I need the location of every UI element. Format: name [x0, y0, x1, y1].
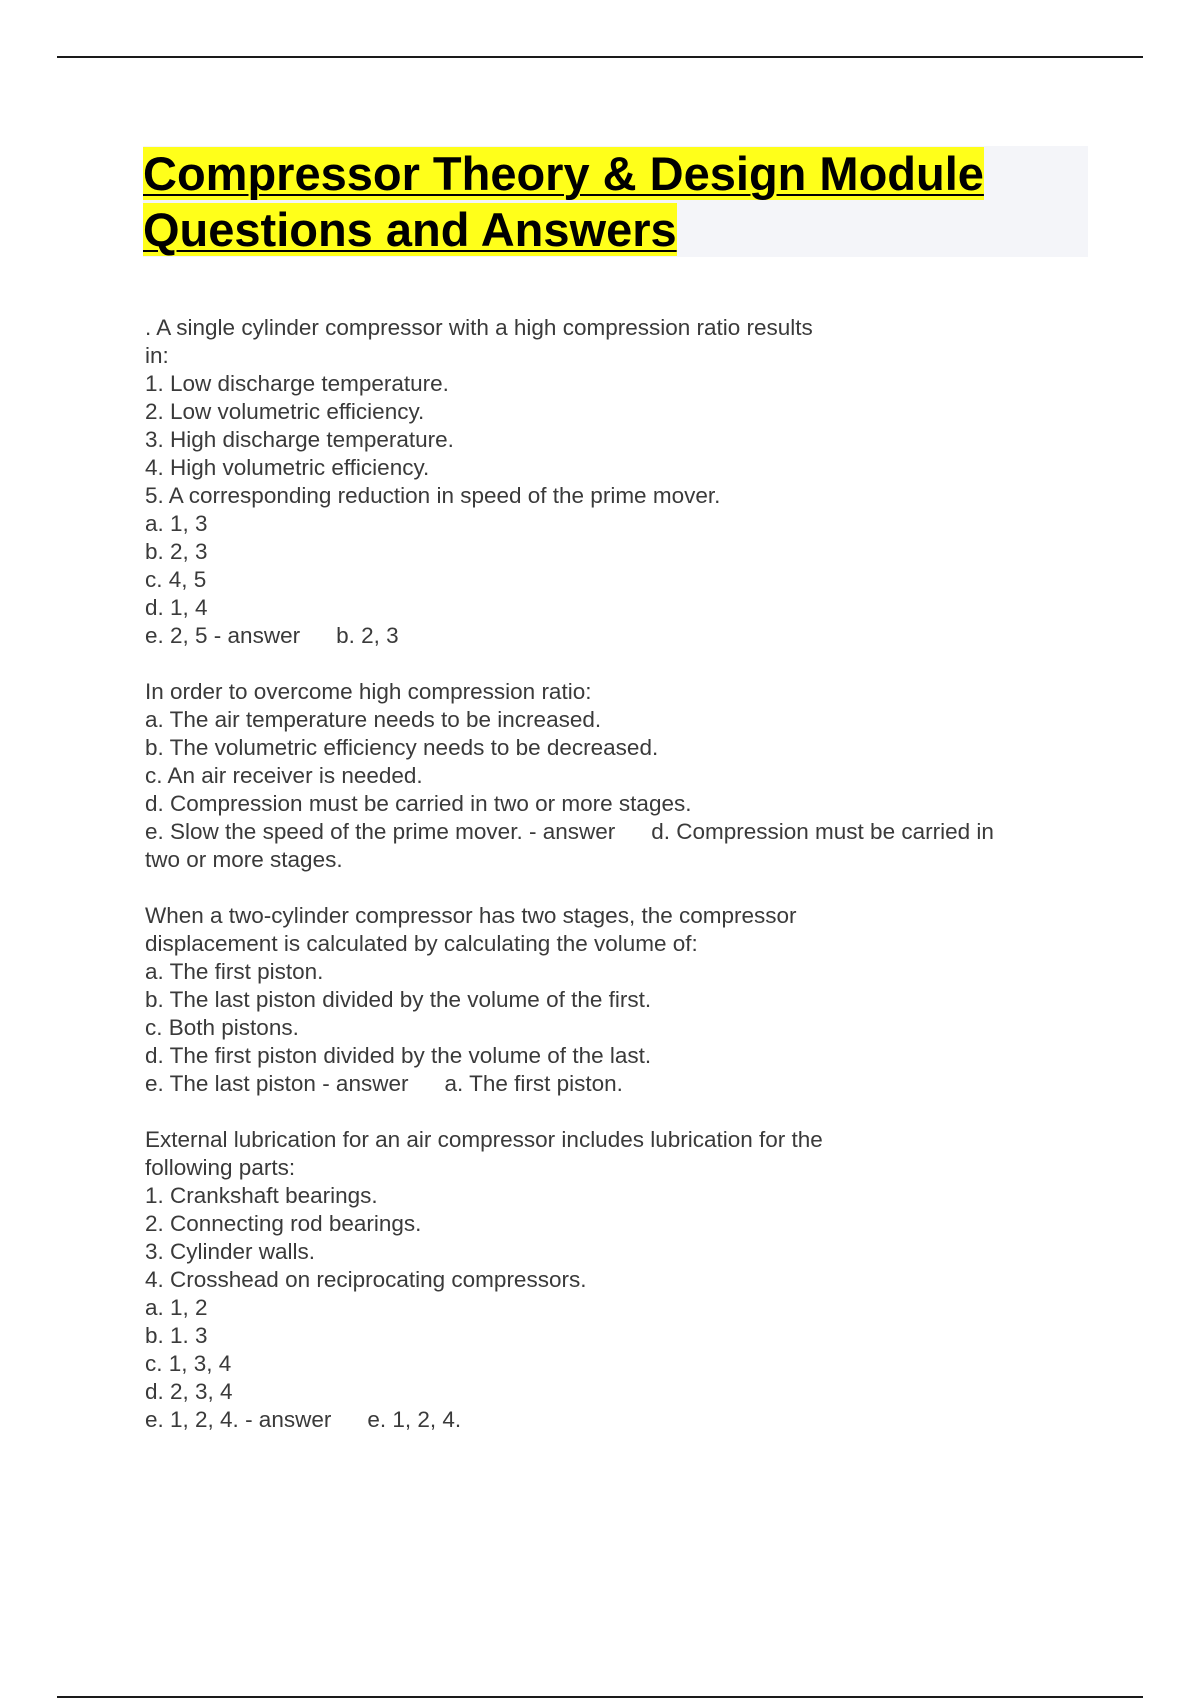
answer-value-cont: two or more stages. — [145, 847, 343, 872]
question-block — [145, 314, 1105, 650]
option-item: b. The last piston divided by the volume of the first. — [145, 987, 652, 1012]
last-option-label: e. The last piston - answer — [145, 1071, 409, 1096]
option-item: c. Both pistons. — [145, 1015, 299, 1040]
footer-rule — [57, 1696, 1143, 1698]
title-line-2: Questions and Answers — [143, 203, 677, 256]
question-prompt: In order to overcome high compression ratio: — [145, 679, 592, 704]
header-rule — [57, 56, 1143, 58]
option-item: a. 1, 3 — [145, 511, 208, 536]
question-prompt-cont: displacement is calculated by calculating the volume of: — [145, 931, 698, 956]
last-option-label: e. 1, 2, 4. - answer — [145, 1407, 332, 1432]
question-prompt: . A single cylinder compressor with a high compression ratio results — [145, 315, 813, 340]
option-item: a. 1, 2 — [145, 1295, 208, 1320]
answer-line — [145, 1406, 1105, 1434]
option-item: d. Compression must be carried in two or more stages. — [145, 791, 692, 816]
option-item: c. An air receiver is needed. — [145, 763, 423, 788]
option-item: b. 1. 3 — [145, 1323, 208, 1348]
option-item: a. The air temperature needs to be increased. — [145, 707, 602, 732]
statement-item: 5. A corresponding reduction in speed of the prime mover. — [145, 483, 721, 508]
question-block — [145, 1126, 1105, 1434]
option-item: b. 2, 3 — [145, 539, 208, 564]
statement-item: 1. Crankshaft bearings. — [145, 1183, 378, 1208]
answer-line — [145, 1070, 1105, 1098]
statement-item: 4. High volumetric efficiency. — [145, 455, 430, 480]
question-block — [145, 902, 1105, 1098]
last-option-label: e. Slow the speed of the prime mover. - answer — [145, 819, 616, 844]
question-prompt-cont: following parts: — [145, 1155, 296, 1180]
answer-value: b. 2, 3 — [336, 623, 399, 648]
answer-value: d. Compression must be carried in — [651, 819, 994, 844]
option-item: d. 1, 4 — [145, 595, 208, 620]
document-body — [145, 314, 1105, 1462]
option-item: b. The volumetric efficiency needs to be decreased. — [145, 735, 659, 760]
last-option-label: e. 2, 5 - answer — [145, 623, 301, 648]
title-line-1: Compressor Theory & Design Module — [143, 147, 984, 200]
question-prompt: When a two-cylinder compressor has two stages, the compressor — [145, 903, 797, 928]
question-block — [145, 678, 1105, 874]
document-title — [143, 146, 1088, 257]
option-item: d. 2, 3, 4 — [145, 1379, 233, 1404]
answer-line — [145, 818, 1105, 846]
statement-item: 1. Low discharge temperature. — [145, 371, 449, 396]
statement-item: 3. Cylinder walls. — [145, 1239, 316, 1264]
statement-item: 3. High discharge temperature. — [145, 427, 454, 452]
question-prompt-cont: in: — [145, 343, 169, 368]
answer-line — [145, 622, 1105, 650]
statement-item: 2. Connecting rod bearings. — [145, 1211, 422, 1236]
statement-item: 2. Low volumetric efficiency. — [145, 399, 425, 424]
answer-value: e. 1, 2, 4. — [367, 1407, 462, 1432]
option-item: d. The first piston divided by the volume of the last. — [145, 1043, 652, 1068]
option-item: a. The first piston. — [145, 959, 324, 984]
option-item: c. 4, 5 — [145, 567, 207, 592]
question-prompt: External lubrication for an air compressor includes lubrication for the — [145, 1127, 823, 1152]
statement-item: 4. Crosshead on reciprocating compressors. — [145, 1267, 587, 1292]
answer-value: a. The first piston. — [444, 1071, 623, 1096]
option-item: c. 1, 3, 4 — [145, 1351, 232, 1376]
